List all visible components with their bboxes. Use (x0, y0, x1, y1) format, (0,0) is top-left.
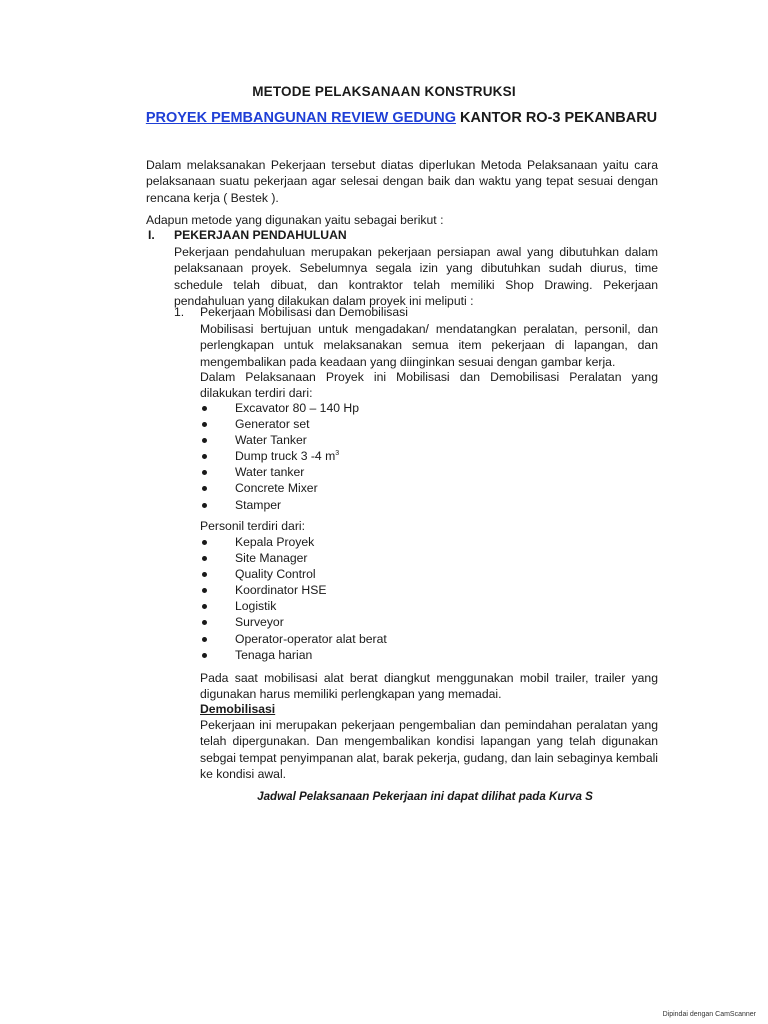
bullet-icon (202, 653, 207, 658)
bullet-icon (202, 503, 207, 508)
list-item (200, 448, 600, 464)
project-subtitle-rest: KANTOR RO-3 PEKANBARU (456, 110, 658, 126)
bullet-icon (202, 572, 207, 577)
list-item (200, 647, 600, 663)
schedule-note: Jadwal Pelaksanaan Pekerjaan ini dapat dilihat pada Kurva S (257, 790, 593, 803)
list-item (200, 582, 600, 598)
demobilisation-heading: Demobilisasi (200, 702, 276, 716)
equipment-intro-paragraph: Dalam Pelaksanaan Proyek ini Mobilisasi dan Demobilisasi Peralatan yang dilakukan terdiri dari: (200, 370, 658, 401)
list-item (200, 480, 600, 496)
equipment-item: Concrete Mixer (235, 481, 318, 496)
subsection-number: 1. (174, 305, 185, 319)
bullet-icon (202, 588, 207, 593)
demobilisation-paragraph: Pekerjaan ini merupakan pekerjaan pengembalian dan pemindahan peralatan yang telah dipergunakan. Dan mengembalikan kondisi lapangan yang telah digunakan sebgai tempat penyimpanan alat, barak pekerja, gudang, dan lain sebaginya kembali ke kondisi awal. (200, 718, 659, 781)
list-item (200, 400, 600, 416)
list-item (200, 534, 600, 550)
intro-paragraph: Dalam melaksanakan Pekerjaan tersebut diatas diperlukan Metoda Pelaksanaan yaitu cara pelaksanaan suatu pekerjaan agar selesai dengan baik dan waktu yang tepat sesuai dengan rencana kerja ( Bestek ). (146, 158, 658, 205)
list-item (200, 566, 600, 582)
equipment-item: Water Tanker (235, 433, 307, 448)
bullet-icon (202, 637, 207, 642)
subsection-title: Pekerjaan Mobilisasi dan Demobilisasi (200, 305, 408, 319)
bullet-icon (202, 406, 207, 411)
list-item (200, 614, 600, 630)
list-item (200, 550, 600, 566)
list-item (200, 497, 600, 513)
section-paragraph: Pekerjaan pendahuluan merupakan pekerjaan persiapan awal yang dibutuhkan dalam pelaksanaan proyek. Sebelumnya segala izin yang dibutuhkan sudah diurus, time schedule telah dibuat, dan kontraktor telah memiliki Shop Drawing. Pekerjaan pendahuluan yang dilakukan dalam proyek ini meliputi : (174, 245, 658, 308)
personnel-list (200, 534, 600, 663)
project-link[interactable]: PROYEK PEMBANGUNAN REVIEW GEDUNG (145, 110, 457, 126)
personnel-item: Koordinator HSE (235, 583, 327, 598)
trailer-paragraph: Pada saat mobilisasi alat berat diangkut menggunakan mobil trailer, trailer yang digunakan harus memiliki perlengkapan yang memadai. (200, 671, 658, 702)
bullet-icon (202, 620, 207, 625)
personnel-item: Logistik (235, 599, 277, 614)
bullet-icon (202, 540, 207, 545)
bullet-icon (202, 438, 207, 443)
equipment-item: Dump truck 3 -4 m (235, 449, 336, 464)
list-item (200, 598, 600, 614)
equipment-list (200, 400, 600, 513)
intro-line: Adapun metode yang digunakan yaitu sebagai berikut : (146, 213, 444, 227)
personnel-item: Tenaga harian (235, 647, 313, 662)
superscript: 3 (335, 450, 340, 458)
equipment-item: Excavator 80 – 140 Hp (235, 401, 359, 415)
bullet-icon (202, 604, 207, 609)
section-number: I. (148, 228, 155, 242)
personnel-item: Kepala Proyek (235, 535, 315, 549)
mobilisation-paragraph: Mobilisasi bertujuan untuk mengadakan/ mendatangkan peralatan, personil, dan perlengkapan untuk melaksanakan semua item pekerjaan di lapangan, dan mengembalikan pada keadaan yang diinginkan sesuai dengan gambar kerja. (200, 322, 658, 369)
personnel-item: Site Manager (235, 551, 308, 566)
personnel-item: Surveyor (235, 615, 284, 630)
personnel-item: Quality Control (235, 567, 316, 582)
list-item (200, 416, 600, 432)
equipment-item: Water tanker (235, 465, 305, 480)
list-item (200, 631, 600, 647)
personnel-item: Operator-operator alat berat (235, 631, 387, 646)
equipment-item: Generator set (235, 417, 310, 432)
personnel-label: Personil terdiri dari: (200, 519, 305, 533)
bullet-icon (202, 454, 207, 459)
section-title: PEKERJAAN PENDAHULUAN (174, 228, 347, 242)
bullet-icon (202, 556, 207, 561)
page-title: METODE PELAKSANAAN KONSTRUKSI (252, 84, 516, 99)
bullet-icon (202, 422, 207, 427)
bullet-icon (202, 486, 207, 491)
equipment-item: Stamper (235, 497, 282, 512)
scanner-watermark: Dipindai dengan CamScanner (662, 1011, 756, 1018)
project-subtitle (0, 110, 768, 126)
bullet-icon (202, 470, 207, 475)
list-item (200, 464, 600, 480)
list-item (200, 432, 600, 448)
